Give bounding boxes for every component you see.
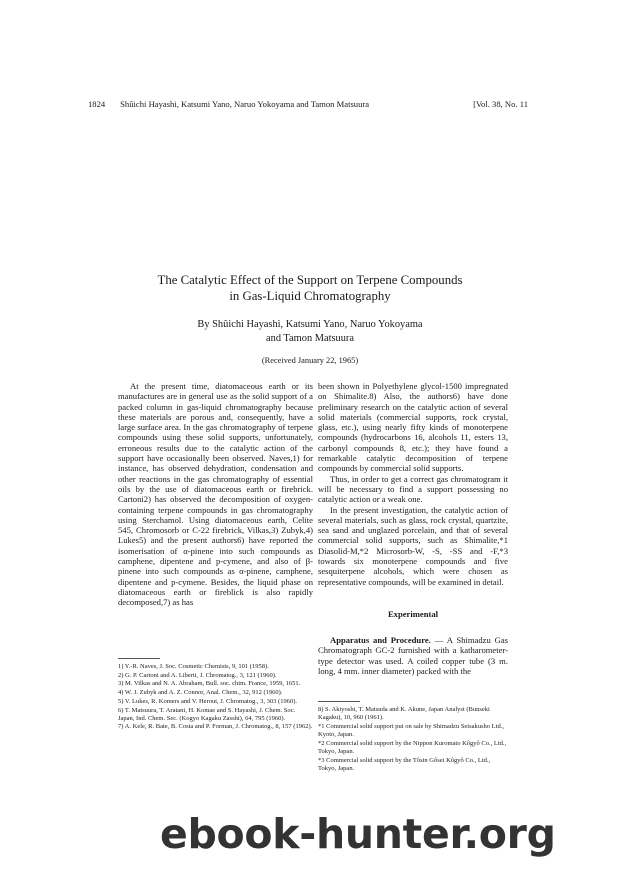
apparatus-text: — A Shimadzu Gas Chromatograph GC-2 furnished with a katharometer-type detector was used. A coiled copper tube (3 m. long, 4 mm. inner diameter) packed with the: [318, 635, 509, 676]
watermark: ebook-hunter.org: [160, 810, 556, 858]
page-number: 1824: [88, 99, 106, 109]
running-head: [88, 99, 528, 109]
received-date: (Received January 22, 1965): [261, 356, 359, 365]
paragraph-continuation: been shown in Polyethylene glycol-1500 impregnated on Shimalite.8) Also, the authors6) have done preliminary research on the catalytic action of several solid materials (commercial supports, rock crystal, glass, etc.), using nearly fifty kinds of monoterpene compounds (hydrocarbons 16, alcohols 11, esters 13, carbonyl compounds 8, etc.); they have found a remarkable catalytic decomposition of terpene compounds by commercial solid supports.: [318, 381, 508, 474]
footnote-5: 5) V. Lukes, R. Komers and V. Herout, J. Chromatog., 3, 303 (1960).: [118, 697, 297, 705]
footnote-7: 7) A. Kele, R. Bate, B. Costa and P. Forman, J. Chromatog., 8, 157 (1962).: [118, 723, 313, 731]
author-byline: [60, 318, 560, 346]
volume-issue: [Vol. 38, No. 11: [473, 99, 528, 109]
footnote-rule: [318, 701, 360, 702]
title-line-1: The Catalytic Effect of the Support on Terpene Compounds: [157, 273, 463, 287]
intro-paragraph: At the present time, diatomaceous earth or its manufactures are in general use as the solid support of a packed column in gas-liquid chromatography because these materials are porous and, consequently, have a large surface area. In the gas chromatography of terpene compounds using these solid supports, unfortunately, erroneous results due to the catalytic action of the support have occasionally been observed. Naves,1) for instance, has observed dehydration, condensation and other reactions in the gas chromatography of essential oils by the use of diatomaceous earth or firebrick. Cartoni2) has observed the decomposition of oxygen-containing terpene compounds in gas chromatography using Sterchamol. Using diatomaceous earth, Celite 545, Chromosorb or C-22 firebrick, Vilkas,3) Zubyk,4) Lukes5) and the present authors6) have reported the isomerisation of α-pinene into such compounds as camphene, dipentene and p-cymene, and also of β-pinene into such compounds as α-pinene, camphene, dipentene and p-cymene. Besides, the liquid phase on diatomaceous earth or fireblick is also rapidly decomposed,7) as has: [118, 381, 313, 608]
footnote-2: 2) G. P. Cartoni and A. Liberti, J. Chromatog., 3, 121 (1960).: [118, 671, 277, 679]
footnote-star-3: *3 Commercial solid support by the Tôsin Gôsei Kôgyô Co., Ltd., Tokyo, Japan.: [318, 756, 491, 772]
footnote-8: 8) S. Akiyoshi, T. Matsuda and K. Akune, Japan Analyst (Bunseki Kagaku), 10, 960 (1961).: [318, 706, 490, 722]
footnote-star-1: *1 Commercial solid support put on sale by Shimadzu Seisakusho Ltd., Kyoto, Japan.: [318, 722, 504, 739]
section-heading-experimental: Experimental: [387, 609, 439, 619]
body-column-right: [318, 381, 508, 587]
paragraph-objective: Thus, in order to get a correct gas chromatogram it will be necessary to find a support possessing no catalytic action or a weak one.: [318, 473, 508, 505]
running-head-authors: Shûichi Hayashi, Katsumi Yano, Naruo Yokoyama and Tamon Matsuura: [120, 99, 370, 109]
apparatus-section: [318, 635, 508, 676]
paragraph-investigation: In the present investigation, the catalytic action of several materials, such as glass, rock crystal, quartzite, sea sand and unglazed porcelain, and that of several commercial solid supports, such as Shimalite,*1 Diasolid-M,*2 Microsorb-W, -S, -SS and -F,*3 towards six monoterpene compounds and five sesquiterpene alcohols, which were chosen as representative compounds, will be examined in detail.: [318, 504, 508, 587]
footnote-star-2: *2 Commercial solid support by the Nippon Kuromato Kôgyô Co., Ltd., Tokyo, Japan.: [318, 739, 507, 756]
footnote-3: 3) M. Vilkas and N. A. Abraham, Bull. soc. chim. France, 1959, 1651.: [118, 680, 301, 688]
footnote-4: 4) W. J. Zubyk and A. Z. Connor, Anal. Chem., 32, 912 (1960).: [118, 689, 283, 697]
footnote-6: 6) T. Matsuura, T. Aratani, H. Komae and S. Hayashi, J. Chem. Soc. Japan, Ind. Chem. Sec. (Kogyo Kagaku Zasshi), 64, 795 (1960).: [118, 706, 296, 722]
authors-line-2: and Tamon Matsuura: [266, 333, 354, 344]
article-title: [60, 272, 560, 304]
footnote-1: 1) Y.-R. Naves, J. Soc. Cosmetic Chemists, 9, 101 (1958).: [118, 663, 269, 670]
apparatus-run-in-heading: Apparatus and Procedure.: [330, 635, 431, 645]
footnotes-right: [318, 701, 508, 774]
authors-line-1: By Shûichi Hayashi, Katsumi Yano, Naruo Yokoyama: [197, 319, 423, 330]
footnote-rule: [118, 658, 160, 659]
footnotes-left: [118, 658, 313, 732]
title-line-2: in Gas-Liquid Chromatography: [229, 289, 391, 303]
body-column-left: [118, 381, 313, 608]
